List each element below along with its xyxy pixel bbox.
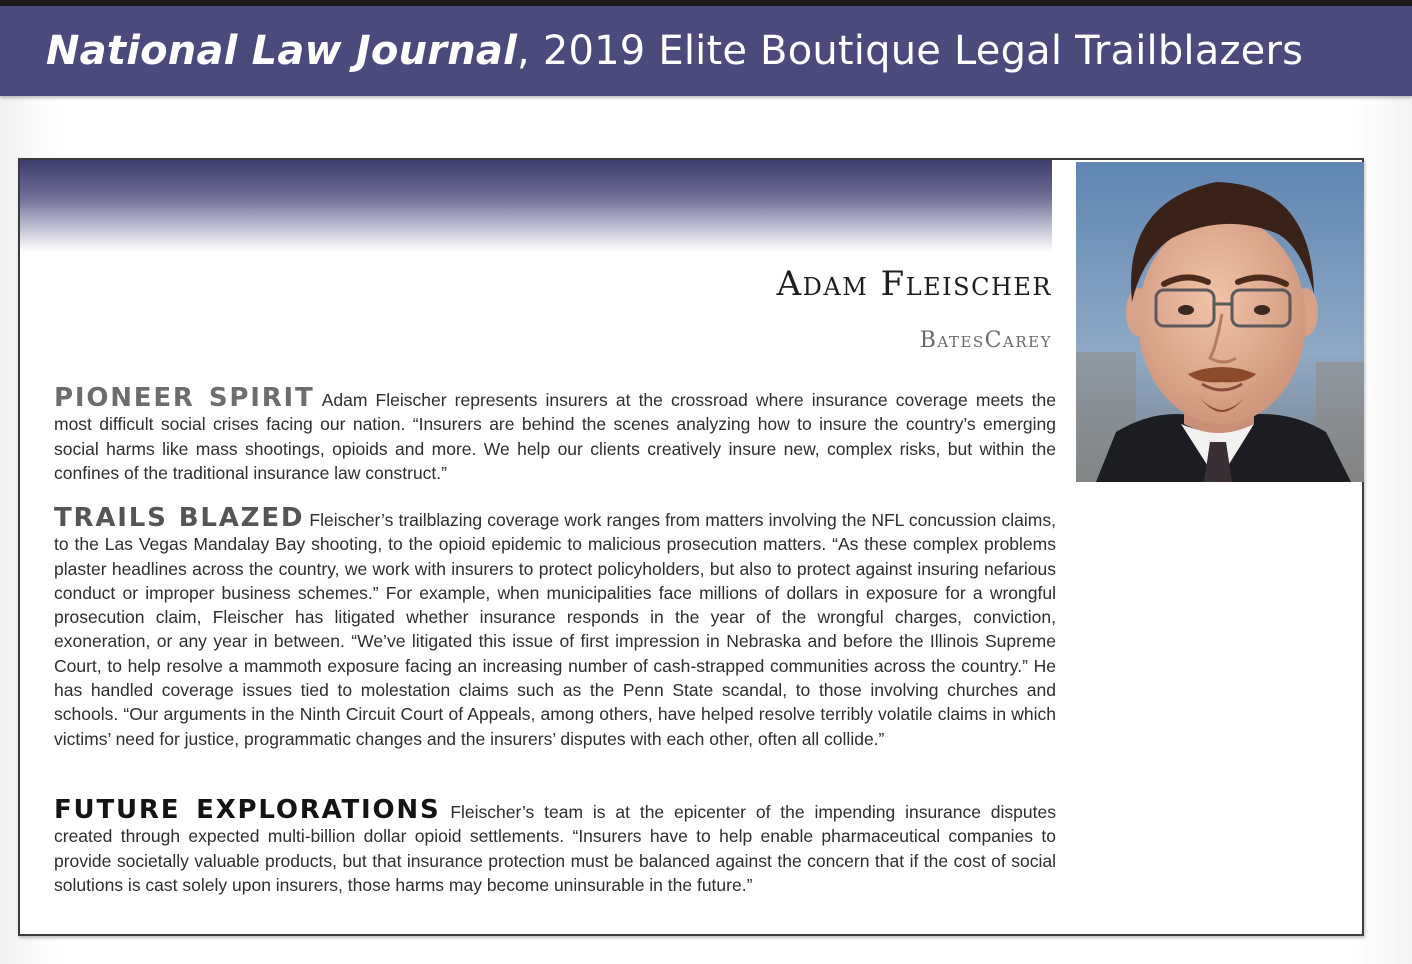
- section-trails-blazed: [54, 503, 1056, 751]
- section-body: Fleischer’s team is at the epicenter of the impending insurance disputes created through expected multi-billion dollar opioid settlements. “Insurers have to help enable pharmaceutical companies to provide societally valuable products, but that insurance protection must be balanced against the concern that if the cost of social solutions is cast solely upon insurers, those harms may become uninsurable in the future.”: [54, 802, 1056, 895]
- profile-firm: BatesCarey: [919, 328, 1052, 353]
- publication-name: National Law Journal: [46, 28, 517, 74]
- section-heading: TRAILS BLAZED: [54, 503, 305, 533]
- section-body: Fleischer’s trailblazing coverage work ranges from matters involving the NFL concussion claims, to the Las Vegas Mandalay Bay shooting, to the opioid epidemic to malicious prosecution matters. “As these complex problems plaster headlines across the country, we work with insurers to protect policyholders, but also to protect against insuring nefarious conduct or improper business schemes.” For example, when municipalities face millions of dollars in exposure for a wrongful prosecution claim, Fleischer has litigated whether insurance responds in the year of the wrongful charges, conviction, exoneration, or any year in between. “We’ve litigated this issue of first impression in Nebraska and before the Illinois Supreme Court, to help resolve a mammoth exposure facing an increasing number of cash-strapped communities across the country.” He has handled coverage issues tied to molestation claims such as the Penn State scandal, to those involving churches and schools. “Our arguments in the Ninth Circuit Court of Appeals, among others, have helped resolve terribly volatile claims in which victims’ need for justice, programmatic changes and the insurers’ disputes with each other, often all collide.”: [54, 510, 1056, 749]
- section-future-explorations: [54, 795, 1056, 897]
- section-body: Adam Fleischer represents insurers at the crossroad where insurance coverage meets the most difficult social crises facing our nation. “Insurers are behind the scenes analyzing how to insure the country’s emerging social harms like mass shootings, opioids and more. We help our clients creatively insure new, complex risks, but within the confines of the traditional insurance law construct.”: [54, 390, 1056, 483]
- section-pioneer-spirit: [54, 383, 1056, 485]
- profile-photo: [1076, 162, 1364, 482]
- banner-title: [46, 28, 1303, 74]
- award-title: 2019 Elite Boutique Legal Trailblazers: [529, 28, 1304, 74]
- section-heading: PIONEER SPIRIT: [54, 383, 315, 413]
- title-separator: ,: [517, 28, 530, 74]
- card-header-gradient: [20, 160, 1052, 252]
- portrait-image: [1076, 162, 1364, 482]
- slide-banner: [0, 6, 1412, 96]
- profile-card: [18, 158, 1364, 936]
- profile-name: Adam Fleischer: [776, 264, 1052, 304]
- section-heading: FUTURE EXPLORATIONS: [54, 795, 441, 825]
